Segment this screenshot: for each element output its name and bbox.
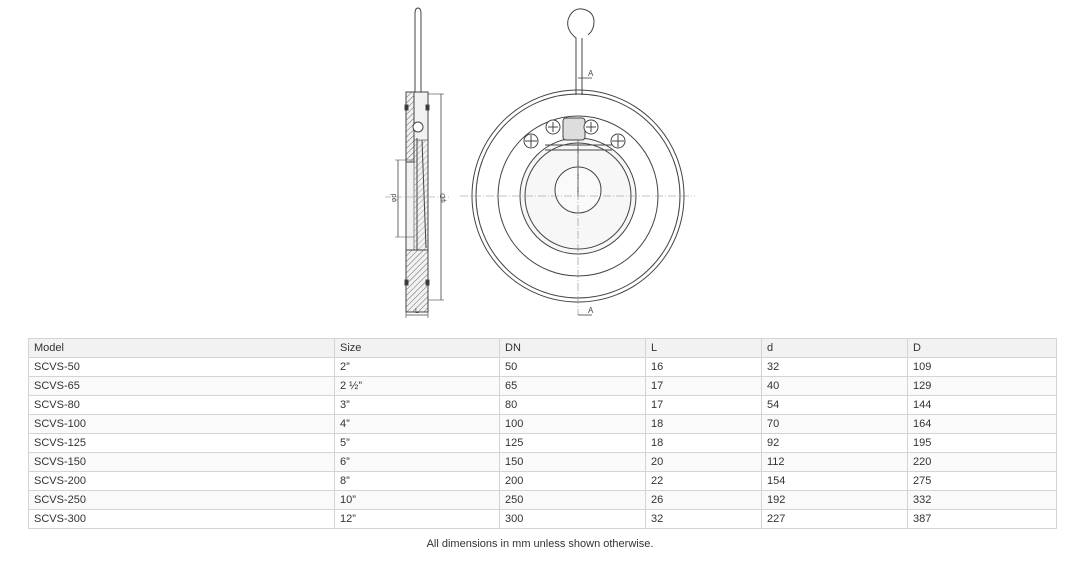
cell-d-large: 164 <box>908 415 1057 434</box>
cell-d-large: 109 <box>908 358 1057 377</box>
cell-d-small: 112 <box>762 453 908 472</box>
cell-l: 16 <box>646 358 762 377</box>
cell-l: 26 <box>646 491 762 510</box>
table-row <box>29 434 1057 453</box>
cell-l: 18 <box>646 415 762 434</box>
cell-l: 17 <box>646 377 762 396</box>
column-header-model: Model <box>29 339 335 358</box>
cell-l: 22 <box>646 472 762 491</box>
dimensions-table <box>28 338 1057 529</box>
column-header-d-small: d <box>762 339 908 358</box>
cell-model: SCVS-150 <box>29 453 335 472</box>
front-view <box>460 9 695 315</box>
cell-d-large: 129 <box>908 377 1057 396</box>
cell-model: SCVS-50 <box>29 358 335 377</box>
dimensions-footnote: All dimensions in mm unless shown otherwise. <box>426 538 654 550</box>
cell-d-large: 387 <box>908 510 1057 529</box>
cell-model: SCVS-100 <box>29 415 335 434</box>
cell-model: SCVS-125 <box>29 434 335 453</box>
cell-d-small: 192 <box>762 491 908 510</box>
cell-size: 2” <box>335 358 500 377</box>
cell-size: 5” <box>335 434 500 453</box>
cell-model: SCVS-80 <box>29 396 335 415</box>
cell-size: 10” <box>335 491 500 510</box>
cell-d-small: 92 <box>762 434 908 453</box>
table-row <box>29 510 1057 529</box>
cell-size: 3” <box>335 396 500 415</box>
cell-size: 8” <box>335 472 500 491</box>
cell-l: 18 <box>646 434 762 453</box>
cell-d-large: 195 <box>908 434 1057 453</box>
cell-size: 4” <box>335 415 500 434</box>
cell-dn: 300 <box>500 510 646 529</box>
column-header-d-large: D <box>908 339 1057 358</box>
cell-d-small: 54 <box>762 396 908 415</box>
cell-dn: 100 <box>500 415 646 434</box>
cell-d-small: 40 <box>762 377 908 396</box>
cell-d-large: 275 <box>908 472 1057 491</box>
table-row <box>29 358 1057 377</box>
column-header-dn: DN <box>500 339 646 358</box>
cell-size: 12” <box>335 510 500 529</box>
table-row <box>29 453 1057 472</box>
cell-l: 17 <box>646 396 762 415</box>
cell-size: 2 ½” <box>335 377 500 396</box>
side-view <box>385 8 450 318</box>
dim-d-label: φd <box>391 193 398 203</box>
cell-model: SCVS-250 <box>29 491 335 510</box>
table-header-row <box>29 339 1057 358</box>
cell-dn: 65 <box>500 377 646 396</box>
dim-D-label: φD <box>440 193 447 203</box>
cell-d-large: 220 <box>908 453 1057 472</box>
dim-L-label: L <box>415 308 419 315</box>
cell-dn: 150 <box>500 453 646 472</box>
cell-d-small: 32 <box>762 358 908 377</box>
cell-size: 6” <box>335 453 500 472</box>
column-header-size: Size <box>335 339 500 358</box>
table-row <box>29 491 1057 510</box>
table-row <box>29 377 1057 396</box>
table-row <box>29 472 1057 491</box>
cell-d-large: 144 <box>908 396 1057 415</box>
cell-d-small: 227 <box>762 510 908 529</box>
cell-dn: 250 <box>500 491 646 510</box>
cell-dn: 80 <box>500 396 646 415</box>
column-header-l: L <box>646 339 762 358</box>
table-row <box>29 396 1057 415</box>
cell-model: SCVS-300 <box>29 510 335 529</box>
cell-d-large: 332 <box>908 491 1057 510</box>
cell-model: SCVS-65 <box>29 377 335 396</box>
section-a-bottom: A <box>588 306 594 315</box>
cell-d-small: 154 <box>762 472 908 491</box>
cell-d-small: 70 <box>762 415 908 434</box>
cell-dn: 50 <box>500 358 646 377</box>
cell-l: 20 <box>646 453 762 472</box>
cell-model: SCVS-200 <box>29 472 335 491</box>
cell-dn: 125 <box>500 434 646 453</box>
table-row <box>29 415 1057 434</box>
cell-l: 32 <box>646 510 762 529</box>
cell-dn: 200 <box>500 472 646 491</box>
section-a-top: A <box>588 69 594 78</box>
